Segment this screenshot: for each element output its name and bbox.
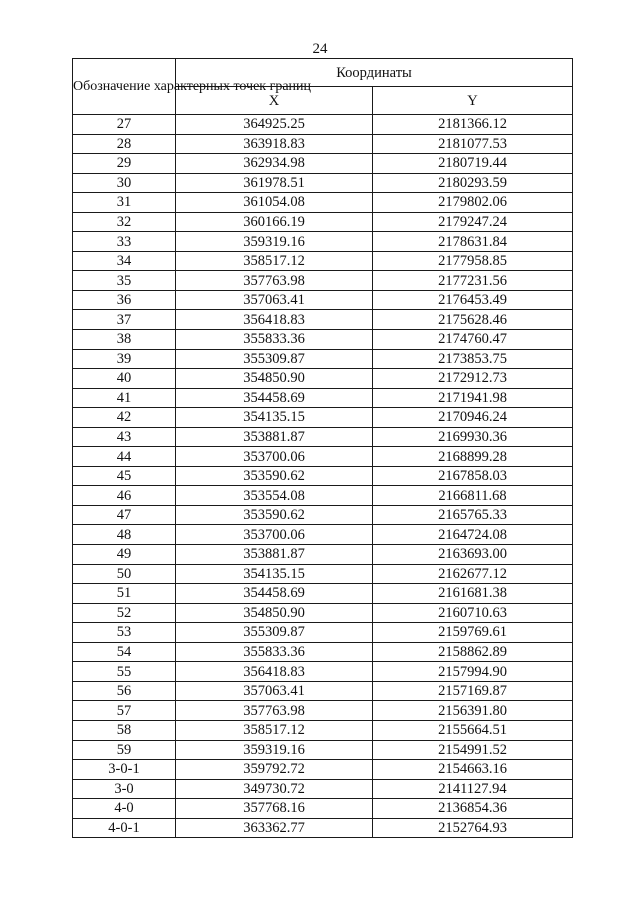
table-row — [73, 212, 573, 232]
y-coordinate-cell: 2172912.73 — [373, 369, 573, 389]
x-coordinate-cell: 354850.90 — [176, 369, 373, 389]
x-coordinate-cell: 355833.36 — [176, 642, 373, 662]
x-coordinate-cell: 353700.06 — [176, 525, 373, 545]
x-column-header: X — [176, 87, 373, 115]
y-coordinate-cell: 2170946.24 — [373, 408, 573, 428]
x-coordinate-cell: 354135.15 — [176, 564, 373, 584]
point-label-cell: 44 — [73, 447, 176, 467]
table-row — [73, 564, 573, 584]
point-label-cell: 49 — [73, 545, 176, 565]
coordinates-table — [72, 58, 573, 838]
point-label-cell: 33 — [73, 232, 176, 252]
point-label-cell: 28 — [73, 134, 176, 154]
x-coordinate-cell: 363362.77 — [176, 818, 373, 838]
table-row — [73, 720, 573, 740]
point-label-cell: 29 — [73, 154, 176, 174]
point-label-cell: 54 — [73, 642, 176, 662]
point-label-cell: 52 — [73, 603, 176, 623]
y-coordinate-cell: 2174760.47 — [373, 330, 573, 350]
y-coordinate-cell: 2171941.98 — [373, 388, 573, 408]
y-coordinate-cell: 2165765.33 — [373, 505, 573, 525]
y-coordinate-cell: 2177958.85 — [373, 251, 573, 271]
point-label-cell: 50 — [73, 564, 176, 584]
table-row — [73, 681, 573, 701]
y-coordinate-cell: 2141127.94 — [373, 779, 573, 799]
y-coordinate-cell: 2162677.12 — [373, 564, 573, 584]
point-label-cell: 51 — [73, 584, 176, 604]
point-label-cell: 43 — [73, 427, 176, 447]
point-label-cell: 27 — [73, 115, 176, 135]
y-coordinate-cell: 2177231.56 — [373, 271, 573, 291]
table-row — [73, 584, 573, 604]
table-row — [73, 701, 573, 721]
x-coordinate-cell: 361054.08 — [176, 193, 373, 213]
table-row — [73, 232, 573, 252]
y-coordinate-cell: 2157169.87 — [373, 681, 573, 701]
table-row — [73, 369, 573, 389]
y-coordinate-cell: 2178631.84 — [373, 232, 573, 252]
point-label-cell: 39 — [73, 349, 176, 369]
y-coordinate-cell: 2158862.89 — [373, 642, 573, 662]
table-row — [73, 623, 573, 643]
y-coordinate-cell: 2181366.12 — [373, 115, 573, 135]
x-coordinate-cell: 357763.98 — [176, 701, 373, 721]
table-row — [73, 388, 573, 408]
table-row — [73, 525, 573, 545]
point-label-cell: 4-0-1 — [73, 818, 176, 838]
y-coordinate-cell: 2159769.61 — [373, 623, 573, 643]
y-coordinate-cell: 2179802.06 — [373, 193, 573, 213]
point-label-cell: 30 — [73, 173, 176, 193]
y-coordinate-cell: 2163693.00 — [373, 545, 573, 565]
point-label-cell: 37 — [73, 310, 176, 330]
y-coordinate-cell: 2160710.63 — [373, 603, 573, 623]
x-coordinate-cell: 353881.87 — [176, 545, 373, 565]
x-coordinate-cell: 356418.83 — [176, 662, 373, 682]
x-coordinate-cell: 362934.98 — [176, 154, 373, 174]
x-coordinate-cell: 353881.87 — [176, 427, 373, 447]
x-coordinate-cell: 357063.41 — [176, 290, 373, 310]
table-row — [73, 193, 573, 213]
table-row — [73, 447, 573, 467]
x-coordinate-cell: 359792.72 — [176, 760, 373, 780]
point-label-cell: 46 — [73, 486, 176, 506]
table-row — [73, 740, 573, 760]
y-coordinate-cell: 2164724.08 — [373, 525, 573, 545]
y-coordinate-cell: 2152764.93 — [373, 818, 573, 838]
coordinates-header: Координаты — [176, 59, 573, 87]
x-coordinate-cell: 358517.12 — [176, 251, 373, 271]
y-coordinate-cell: 2167858.03 — [373, 466, 573, 486]
x-coordinate-cell: 358517.12 — [176, 720, 373, 740]
table-row — [73, 349, 573, 369]
table-row — [73, 154, 573, 174]
point-label-cell: 35 — [73, 271, 176, 291]
point-label-cell: 53 — [73, 623, 176, 643]
y-coordinate-cell: 2161681.38 — [373, 584, 573, 604]
table-row — [73, 134, 573, 154]
x-coordinate-cell: 349730.72 — [176, 779, 373, 799]
table-row — [73, 330, 573, 350]
x-coordinate-cell: 353590.62 — [176, 505, 373, 525]
x-coordinate-cell: 355309.87 — [176, 623, 373, 643]
x-coordinate-cell: 357063.41 — [176, 681, 373, 701]
y-coordinate-cell: 2180293.59 — [373, 173, 573, 193]
point-label-cell: 55 — [73, 662, 176, 682]
y-coordinate-cell: 2136854.36 — [373, 799, 573, 819]
point-label-cell: 48 — [73, 525, 176, 545]
point-label-cell: 34 — [73, 251, 176, 271]
x-coordinate-cell: 357768.16 — [176, 799, 373, 819]
table-row — [73, 251, 573, 271]
point-label-cell: 4-0 — [73, 799, 176, 819]
x-coordinate-cell: 353554.08 — [176, 486, 373, 506]
table-header-row — [73, 59, 573, 87]
table-row — [73, 486, 573, 506]
table-row — [73, 642, 573, 662]
table-row — [73, 799, 573, 819]
x-coordinate-cell: 354850.90 — [176, 603, 373, 623]
point-label-cell: 3-0-1 — [73, 760, 176, 780]
y-column-header: Y — [373, 87, 573, 115]
point-label-cell: 57 — [73, 701, 176, 721]
table-row — [73, 779, 573, 799]
table-row — [73, 427, 573, 447]
point-label-cell: 45 — [73, 466, 176, 486]
point-label-cell: 41 — [73, 388, 176, 408]
table-row — [73, 310, 573, 330]
x-coordinate-cell: 361978.51 — [176, 173, 373, 193]
table-row — [73, 760, 573, 780]
table-body — [73, 115, 573, 838]
x-coordinate-cell: 360166.19 — [176, 212, 373, 232]
y-coordinate-cell: 2176453.49 — [373, 290, 573, 310]
y-coordinate-cell: 2155664.51 — [373, 720, 573, 740]
table-row — [73, 466, 573, 486]
point-label-cell: 56 — [73, 681, 176, 701]
table-row — [73, 662, 573, 682]
table-row — [73, 115, 573, 135]
y-coordinate-cell: 2154991.52 — [373, 740, 573, 760]
x-coordinate-cell: 353700.06 — [176, 447, 373, 467]
x-coordinate-cell: 364925.25 — [176, 115, 373, 135]
y-coordinate-cell: 2181077.53 — [373, 134, 573, 154]
x-coordinate-cell: 359319.16 — [176, 740, 373, 760]
x-coordinate-cell: 363918.83 — [176, 134, 373, 154]
point-label-header: Обозначение характерных точек границ — [73, 59, 176, 115]
x-coordinate-cell: 355833.36 — [176, 330, 373, 350]
y-coordinate-cell: 2168899.28 — [373, 447, 573, 467]
table-row — [73, 545, 573, 565]
y-coordinate-cell: 2173853.75 — [373, 349, 573, 369]
point-label-cell: 40 — [73, 369, 176, 389]
point-label-cell: 36 — [73, 290, 176, 310]
table-row — [73, 603, 573, 623]
y-coordinate-cell: 2179247.24 — [373, 212, 573, 232]
x-coordinate-cell: 354458.69 — [176, 584, 373, 604]
point-label-cell: 38 — [73, 330, 176, 350]
table-row — [73, 290, 573, 310]
point-label-cell: 42 — [73, 408, 176, 428]
x-coordinate-cell: 354458.69 — [176, 388, 373, 408]
y-coordinate-cell: 2166811.68 — [373, 486, 573, 506]
table-row — [73, 408, 573, 428]
x-coordinate-cell: 355309.87 — [176, 349, 373, 369]
point-label-cell: 3-0 — [73, 779, 176, 799]
x-coordinate-cell: 354135.15 — [176, 408, 373, 428]
x-coordinate-cell: 359319.16 — [176, 232, 373, 252]
table-row — [73, 818, 573, 838]
table-row — [73, 271, 573, 291]
y-coordinate-cell: 2169930.36 — [373, 427, 573, 447]
page-number: 24 — [312, 41, 328, 57]
point-label-cell: 58 — [73, 720, 176, 740]
table-row — [73, 505, 573, 525]
y-coordinate-cell: 2157994.90 — [373, 662, 573, 682]
y-coordinate-cell: 2180719.44 — [373, 154, 573, 174]
point-label-cell: 47 — [73, 505, 176, 525]
y-coordinate-cell: 2175628.46 — [373, 310, 573, 330]
y-coordinate-cell: 2156391.80 — [373, 701, 573, 721]
x-coordinate-cell: 357763.98 — [176, 271, 373, 291]
y-coordinate-cell: 2154663.16 — [373, 760, 573, 780]
x-coordinate-cell: 356418.83 — [176, 310, 373, 330]
point-label-cell: 31 — [73, 193, 176, 213]
point-label-cell: 59 — [73, 740, 176, 760]
x-coordinate-cell: 353590.62 — [176, 466, 373, 486]
table-row — [73, 173, 573, 193]
point-label-cell: 32 — [73, 212, 176, 232]
